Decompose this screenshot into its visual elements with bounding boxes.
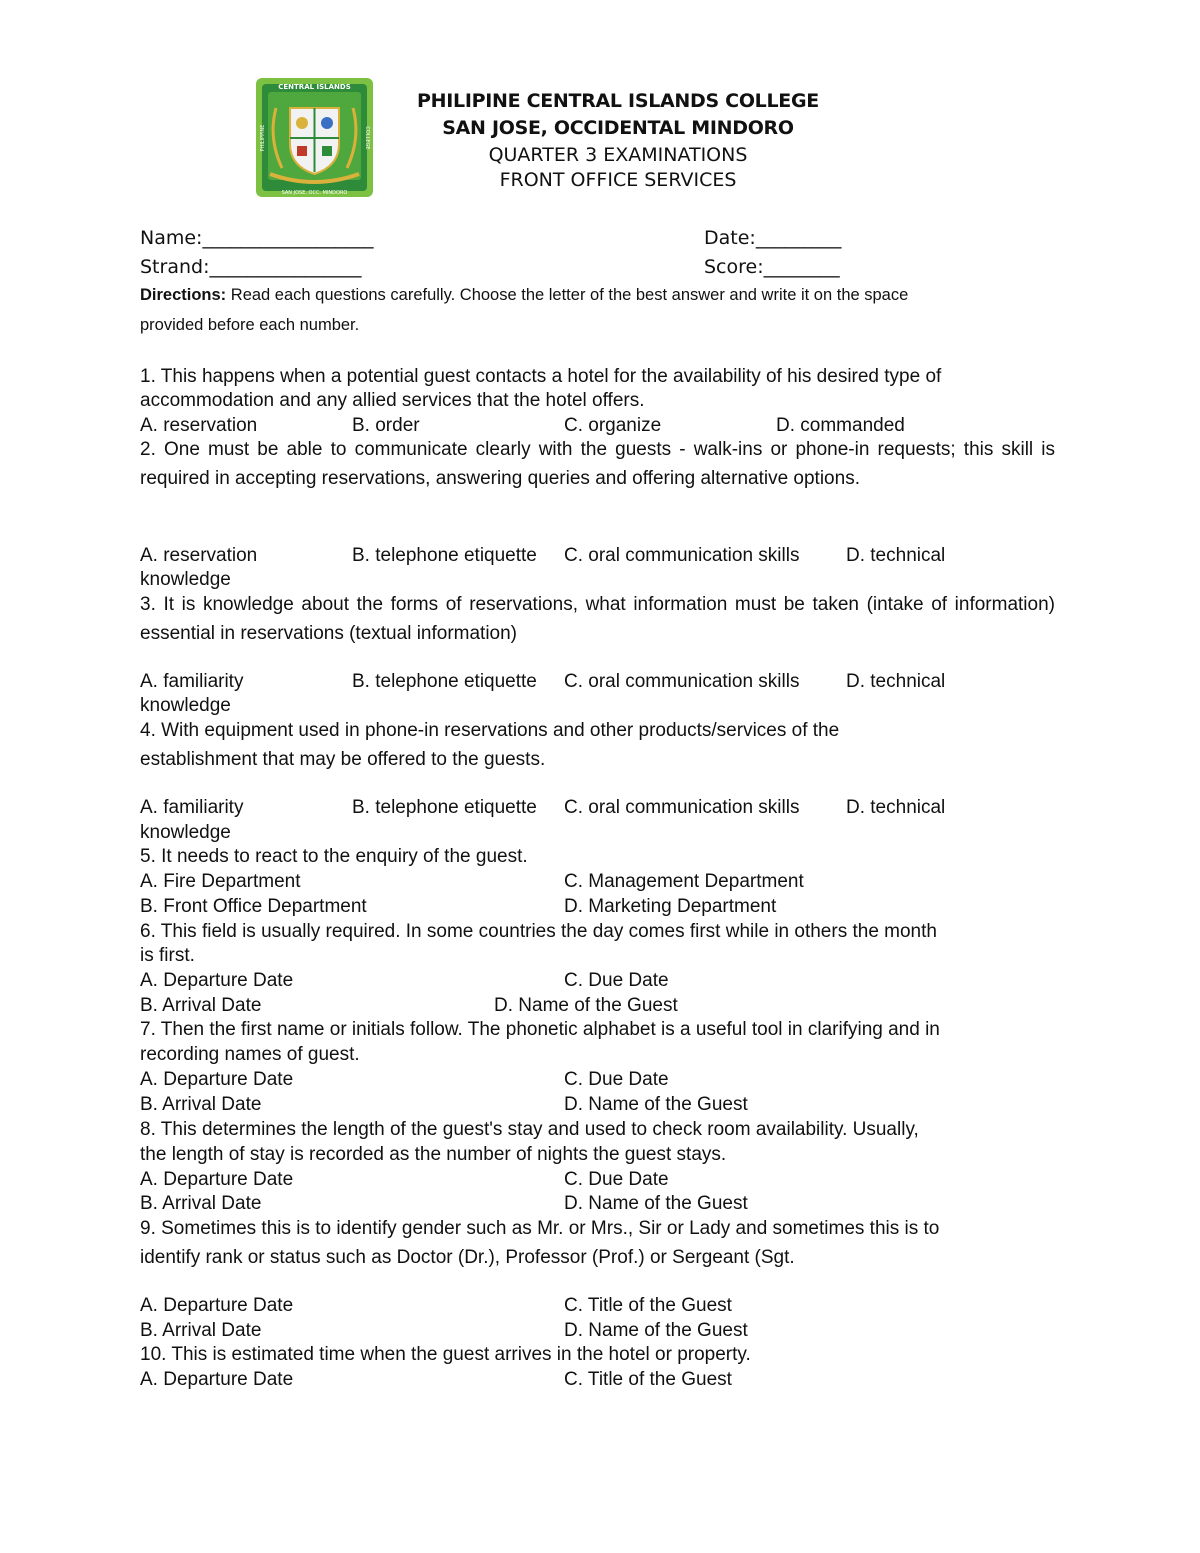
choice-9c: C. Title of the Guest bbox=[564, 1295, 732, 1316]
choice-6a: A. Departure Date bbox=[140, 970, 294, 991]
choice-7d: D. Name of the Guest bbox=[564, 1094, 748, 1115]
choice-1a: A. reservation bbox=[140, 415, 258, 436]
school-name: PHILIPINE CENTRAL ISLANDS COLLEGE bbox=[417, 90, 819, 112]
question-8-line-1: 8. This determines the length of the guest's stay and used to check room availability. Usually, bbox=[140, 1119, 919, 1140]
choice-4a: A. familiarity bbox=[140, 797, 244, 818]
date-field[interactable]: Date:_________ bbox=[704, 227, 842, 249]
question-5-line-1: 5. It needs to react to the enquiry of the guest. bbox=[140, 846, 528, 867]
choice-2d: D. technical bbox=[846, 545, 946, 566]
choice-9a: A. Departure Date bbox=[140, 1295, 294, 1316]
question-1-line-1: 1. This happens when a potential guest contacts a hotel for the availability of his desired type of bbox=[140, 366, 942, 387]
choice-2a: A. reservation bbox=[140, 545, 258, 566]
score-field[interactable]: Score:________ bbox=[704, 256, 840, 278]
choice-4b: B. telephone etiquette bbox=[352, 797, 537, 818]
choice-4d: D. technical bbox=[846, 797, 946, 818]
question-2-text: 2. One must be able to communicate clearly with the guests - walk-ins or phone-in requests; this skill is required in accepting reservations, answering queries and offering alternative options. bbox=[140, 439, 1055, 489]
question-9-line-1: 9. Sometimes this is to identify gender such as Mr. or Mrs., Sir or Lady and sometimes this is to bbox=[140, 1218, 940, 1239]
question-8-line-2: the length of stay is recorded as the number of nights the guest stays. bbox=[140, 1144, 727, 1165]
question-3-text: 3. It is knowledge about the forms of reservations, what information must be taken (intake of information) essential in reservations (textual information) bbox=[140, 594, 1055, 644]
choice-8b: B. Arrival Date bbox=[140, 1193, 262, 1214]
choice-9d: D. Name of the Guest bbox=[564, 1320, 748, 1341]
question-7-line-2: recording names of guest. bbox=[140, 1044, 360, 1065]
choice-8a: A. Departure Date bbox=[140, 1169, 294, 1190]
choice-4c: C. oral communication skills bbox=[564, 797, 800, 818]
question-7-line-1: 7. Then the first name or initials follow. The phonetic alphabet is a useful tool in clarifying and in bbox=[140, 1019, 940, 1040]
directions-line-1 bbox=[140, 286, 908, 305]
choice-7c: C. Due Date bbox=[564, 1069, 669, 1090]
exam-title: QUARTER 3 EXAMINATIONS bbox=[488, 144, 748, 166]
choice-5d: D. Marketing Department bbox=[564, 896, 777, 917]
logo-left-text: PHILIPPINE bbox=[260, 124, 266, 152]
college-logo bbox=[256, 78, 373, 197]
logo-right-text: COLLEGE bbox=[364, 126, 370, 150]
question-10-line-1: 10. This is estimated time when the guest arrives in the hotel or property. bbox=[140, 1344, 751, 1365]
choice-6c: C. Due Date bbox=[564, 970, 669, 991]
choice-3d-wrap: knowledge bbox=[140, 695, 231, 716]
choice-7a: A. Departure Date bbox=[140, 1069, 294, 1090]
strand-field[interactable]: Strand:________________ bbox=[140, 256, 362, 278]
choice-3c: C. oral communication skills bbox=[564, 671, 800, 692]
choice-9b: B. Arrival Date bbox=[140, 1320, 262, 1341]
choice-4d-wrap: knowledge bbox=[140, 822, 231, 843]
choice-8c: C. Due Date bbox=[564, 1169, 669, 1190]
question-1-line-2: accommodation and any allied services that the hotel offers. bbox=[140, 390, 645, 411]
choice-10a: A. Departure Date bbox=[140, 1369, 294, 1390]
choice-3b: B. telephone etiquette bbox=[352, 671, 537, 692]
choice-5c: C. Management Department bbox=[564, 871, 804, 892]
logo-top-text: CENTRAL ISLANDS bbox=[278, 83, 351, 91]
choice-1b: B. order bbox=[352, 415, 420, 436]
question-6-line-2: is first. bbox=[140, 945, 195, 966]
name-field[interactable]: Name:__________________ bbox=[140, 227, 374, 249]
school-location: SAN JOSE, OCCIDENTAL MINDORO bbox=[442, 117, 794, 139]
subject-title: FRONT OFFICE SERVICES bbox=[499, 169, 737, 191]
question-6-line-1: 6. This field is usually required. In some countries the day comes first while in others the month bbox=[140, 921, 937, 942]
choice-3d: D. technical bbox=[846, 671, 946, 692]
choice-8d: D. Name of the Guest bbox=[564, 1193, 748, 1214]
question-4-line-2: establishment that may be offered to the guests. bbox=[140, 749, 546, 770]
choice-6b: B. Arrival Date bbox=[140, 995, 262, 1016]
choice-2c: C. oral communication skills bbox=[564, 545, 800, 566]
directions-text: Read each questions carefully. Choose the letter of the best answer and write it on the space bbox=[230, 286, 909, 304]
choice-1c: C. organize bbox=[564, 415, 662, 436]
directions-line-2: provided before each number. bbox=[140, 316, 360, 334]
question-9-line-2: identify rank or status such as Doctor (Dr.), Professor (Prof.) or Sergeant (Sgt. bbox=[140, 1247, 795, 1268]
choice-10c: C. Title of the Guest bbox=[564, 1369, 732, 1390]
choice-3a: A. familiarity bbox=[140, 671, 244, 692]
choice-5a: A. Fire Department bbox=[140, 871, 301, 892]
choice-7b: B. Arrival Date bbox=[140, 1094, 262, 1115]
question-4-line-1: 4. With equipment used in phone-in reservations and other products/services of the bbox=[140, 720, 840, 741]
directions-label: Directions: bbox=[140, 286, 227, 304]
choice-2b: B. telephone etiquette bbox=[352, 545, 537, 566]
choice-5b: B. Front Office Department bbox=[140, 896, 367, 917]
choice-6d: D. Name of the Guest bbox=[494, 995, 678, 1016]
choice-1d: D. commanded bbox=[776, 415, 905, 436]
choice-2d-wrap: knowledge bbox=[140, 569, 231, 590]
logo-bottom-text: SAN JOSE, OCC. MINDORO bbox=[281, 190, 348, 196]
